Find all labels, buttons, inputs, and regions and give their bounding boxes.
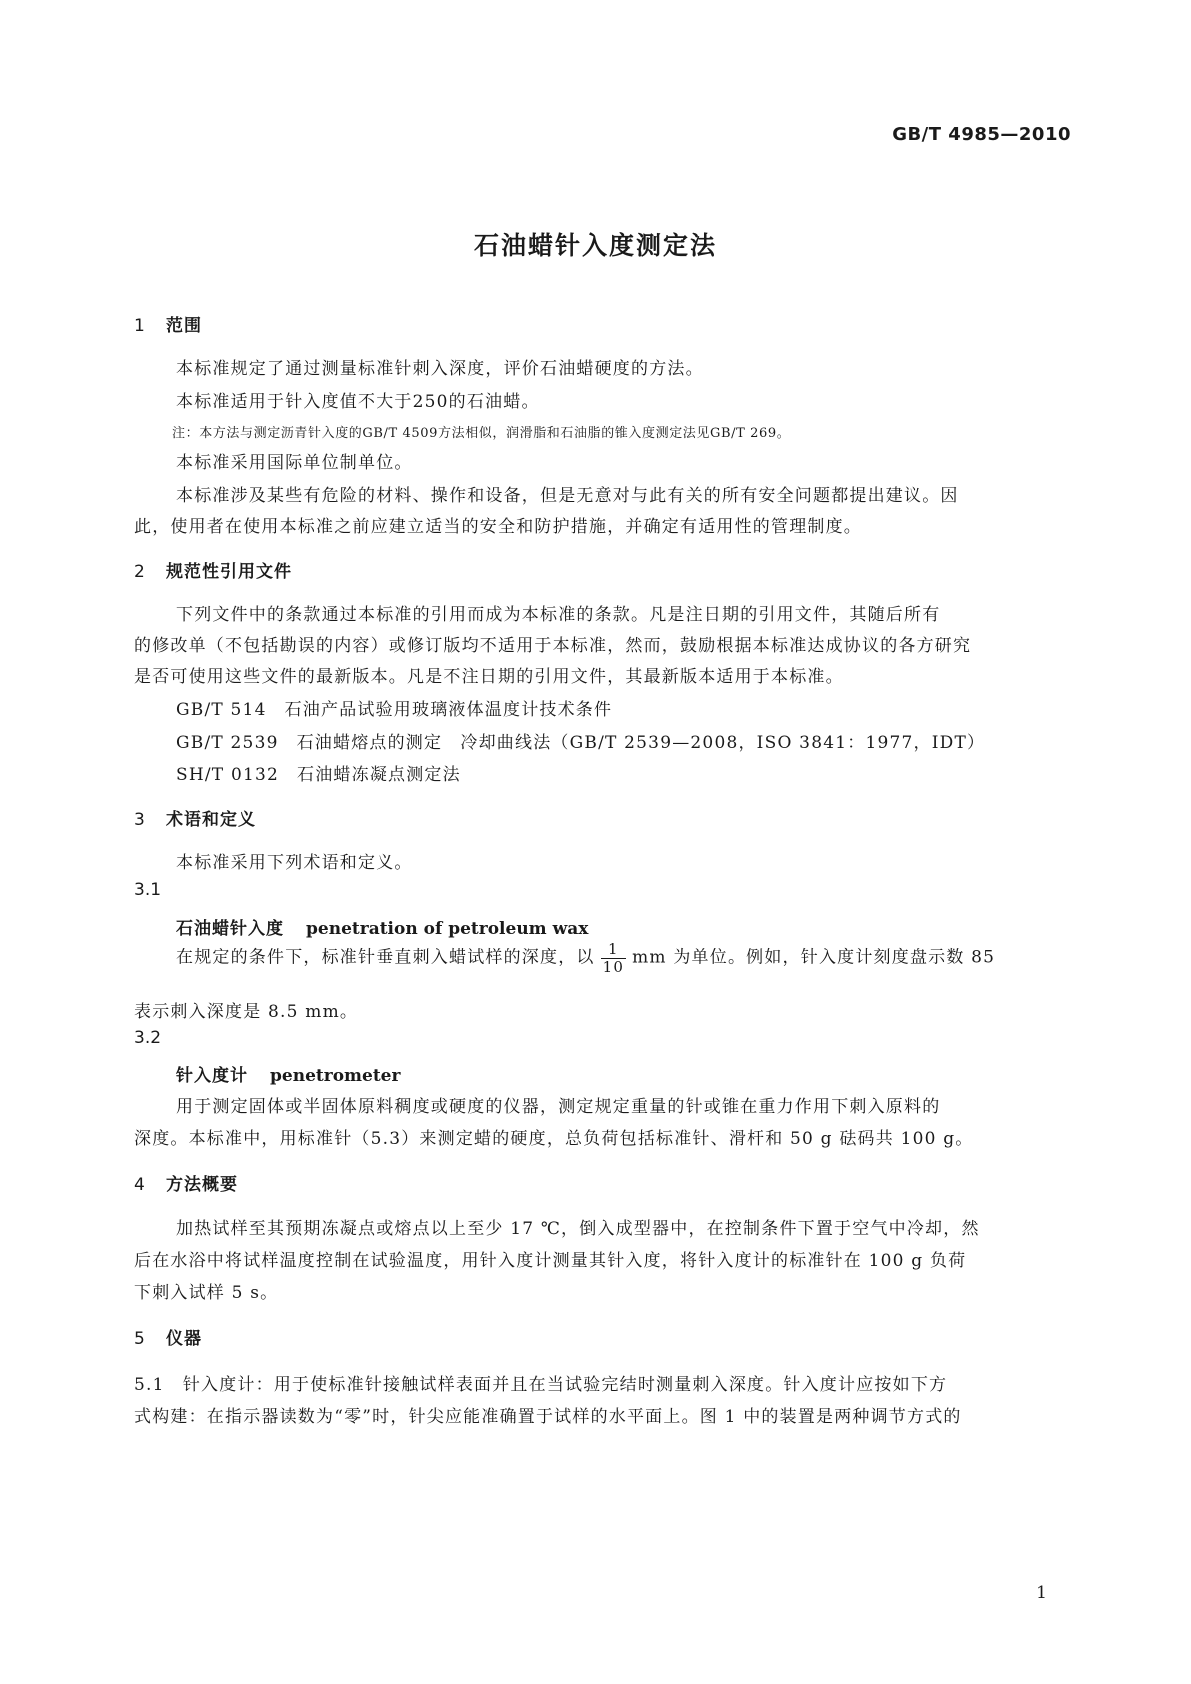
section-title: 规范性引用文件 (166, 562, 292, 582)
reference-title: 石油产品试验用玻璃液体温度计技术条件 (284, 700, 613, 720)
section-title: 范围 (166, 316, 202, 336)
paragraph: 本标准涉及某些有危险的材料、操作和设备，但是无意对与此有关的所有安全问题都提出建议。因 (176, 486, 959, 506)
paragraph: 本标准规定了通过测量标准针刺入深度，评价石油蜡硬度的方法。 (176, 359, 704, 379)
term-entry (176, 1061, 400, 1086)
section-number: 3 (134, 810, 146, 830)
fraction-denominator: 10 (602, 957, 625, 976)
section-title: 方法概要 (166, 1175, 238, 1195)
reference-code: GB/T 2539 (176, 733, 279, 753)
term-chinese: 针入度计 (176, 1066, 248, 1086)
term-chinese: 石油蜡针入度 (176, 919, 284, 939)
term-english: penetrometer (270, 1066, 401, 1086)
reference-item (176, 695, 612, 720)
definition-continued: 表示刺入深度是 8.5 mm。 (134, 1002, 359, 1022)
paragraph-continued: 是否可使用这些文件的最新版本。凡是不注日期的引用文件，其最新版本适用于本标准。 (134, 667, 844, 687)
paragraph: 下列文件中的条款通过本标准的引用而成为本标准的条款。凡是注日期的引用文件，其随后所有 (176, 605, 941, 625)
paragraph-continued: 下刺入试样 5 s。 (134, 1283, 279, 1303)
definition: 用于测定固体或半固体原料稠度或硬度的仪器，测定规定重量的针或锥在重力作用下刺入原料的 (176, 1097, 941, 1117)
subclause-number: 3.1 (134, 880, 162, 900)
term-english: penetration of petroleum wax (306, 919, 589, 939)
section-title: 仪器 (166, 1329, 202, 1349)
definition-text: 在规定的条件下，标准针垂直刺入蜡试样的深度，以 (176, 947, 595, 968)
reference-title: 石油蜡冻凝点测定法 (297, 765, 461, 785)
section-title: 术语和定义 (166, 810, 256, 830)
paragraph: 本标准采用下列术语和定义。 (176, 853, 413, 873)
section-number: 2 (134, 562, 146, 582)
paragraph: 5.1 针入度计：用于使标准针接触试样表面并且在当试验完结时测量刺入深度。针入度计应按如下方 (134, 1375, 948, 1395)
standard-code: GB/T 4985—2010 (892, 124, 1071, 145)
page-title: 石油蜡针入度测定法 (473, 231, 717, 260)
definition-text: mm 为单位。例如，针入度计刻度盘示数 85 (632, 947, 996, 968)
section-number: 5 (134, 1329, 146, 1349)
reference-code: SH/T 0132 (176, 765, 280, 785)
paragraph: 本标准采用国际单位制单位。 (176, 453, 413, 473)
fraction (601, 941, 627, 975)
term-entry (176, 914, 588, 939)
subclause-number: 3.2 (134, 1028, 162, 1048)
section-1-heading (134, 311, 202, 336)
section-3-heading (134, 805, 256, 830)
paragraph: 加热试样至其预期冻凝点或熔点以上至少 17 ℃，倒入成型器中，在控制条件下置于空气中冷却，然 (176, 1219, 980, 1239)
paragraph-continued: 此，使用者在使用本标准之前应建立适当的安全和防护措施，并确定有适用性的管理制度。 (134, 517, 862, 537)
reference-title: 石油蜡熔点的测定 冷却曲线法（GB/T 2539—2008，ISO 3841：1977，IDT） (296, 733, 986, 753)
section-5-heading (134, 1324, 202, 1349)
paragraph-continued: 的修改单（不包括勘误的内容）或修订版均不适用于本标准，然而，鼓励根据本标准达成协议的各方研究 (134, 636, 972, 656)
reference-code: GB/T 514 (176, 700, 267, 720)
reference-item (176, 728, 985, 753)
definition-continued: 深度。本标准中，用标准针（5.3）来测定蜡的硬度，总负荷包括标准针、滑杆和 50 g 砝码共 100 g。 (134, 1129, 974, 1149)
paragraph-continued: 后在水浴中将试样温度控制在试验温度，用针入度计测量其针入度，将针入度计的标准针在 100 g 负荷 (134, 1251, 967, 1271)
definition (176, 941, 995, 975)
page-number: 1 (1036, 1583, 1047, 1603)
fraction-numerator: 1 (607, 940, 619, 958)
section-4-heading (134, 1170, 238, 1195)
paragraph: 本标准适用于针入度值不大于250的石油蜡。 (176, 392, 540, 412)
note: 注：本方法与测定沥青针入度的GB/T 4509方法相似，润滑脂和石油脂的锥入度测定法见GB/T 269。 (172, 426, 791, 441)
paragraph-continued: 式构建：在指示器读数为“零”时，针尖应能准确置于试样的水平面上。图 1 中的装置是两种调节方式的 (134, 1407, 962, 1427)
section-2-heading (134, 557, 292, 582)
section-number: 1 (134, 316, 146, 336)
reference-item (176, 760, 461, 785)
section-number: 4 (134, 1175, 146, 1195)
